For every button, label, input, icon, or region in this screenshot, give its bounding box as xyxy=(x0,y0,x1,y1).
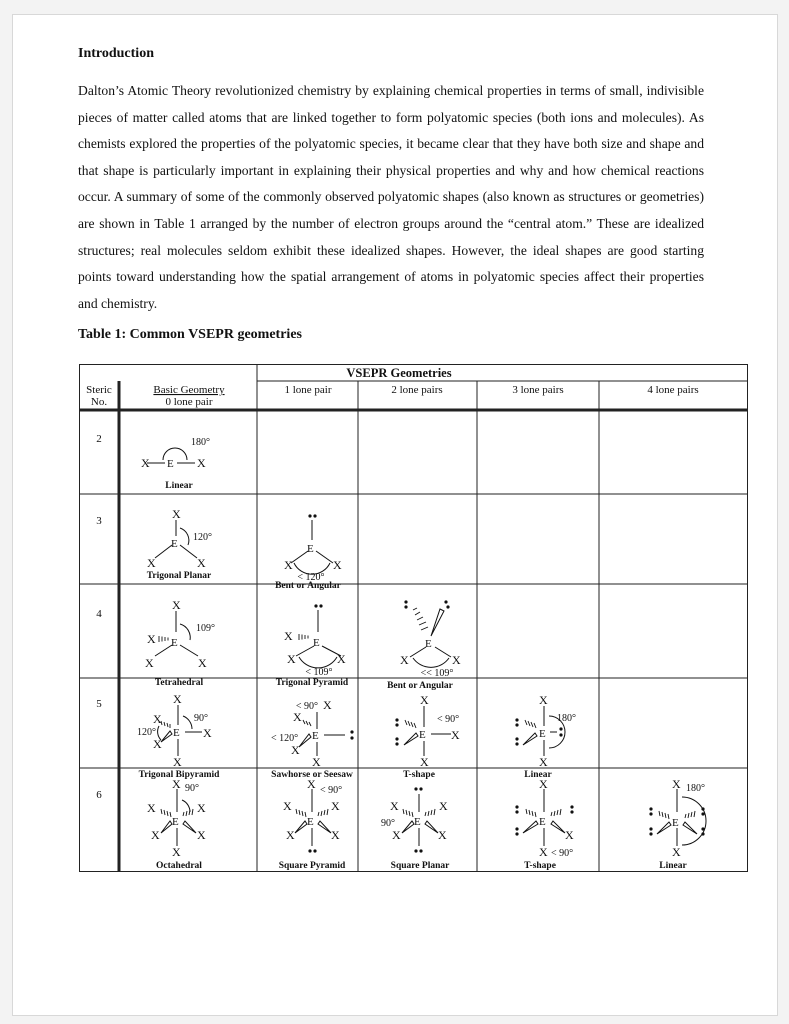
diagram-square-planar xyxy=(381,787,448,852)
geometry-octahedral: Octahedral xyxy=(156,861,202,871)
header-1lp: 1 lone pair xyxy=(284,384,332,396)
angle-label: 180° xyxy=(557,713,576,724)
atom-x: X xyxy=(291,743,300,757)
steric-3: 3 xyxy=(96,515,102,527)
atom-x: X xyxy=(323,698,332,712)
diagram-bent-3 xyxy=(284,514,342,583)
diagram-square-pyramid xyxy=(283,777,342,853)
atom-x: X xyxy=(672,845,681,859)
atom-e: E xyxy=(167,458,174,470)
atom-x: X xyxy=(173,755,182,769)
atom-x: X xyxy=(539,755,548,769)
atom-x: X xyxy=(172,598,181,612)
angle-label: < 90° xyxy=(551,848,574,859)
atom-x: X xyxy=(197,456,206,470)
atom-x: X xyxy=(333,558,342,572)
header-2lp: 2 lone pairs xyxy=(391,384,443,396)
atom-x: X xyxy=(539,777,548,791)
atom-x: X xyxy=(172,507,181,521)
header-basic-1: Basic Geometry xyxy=(153,384,225,396)
atom-x: X xyxy=(451,728,460,742)
atom-e: E xyxy=(539,816,546,828)
diagram-linear xyxy=(141,437,210,470)
header-steric-2: No. xyxy=(90,396,108,408)
atom-e: E xyxy=(312,730,319,742)
steric-5: 5 xyxy=(96,698,102,710)
atom-x: X xyxy=(420,693,429,707)
atom-x: X xyxy=(198,656,207,670)
header-4lp: 4 lone pairs xyxy=(647,384,699,396)
atom-x: X xyxy=(390,799,399,813)
angle-label: 109° xyxy=(196,623,215,634)
atom-x: X xyxy=(172,845,181,859)
diagram-t-shape-5 xyxy=(395,693,460,769)
atom-x: X xyxy=(539,693,548,707)
atom-x: X xyxy=(439,799,448,813)
diagram-octahedral xyxy=(147,777,206,859)
atom-e: E xyxy=(171,538,178,550)
atom-e: E xyxy=(173,727,180,739)
atom-x: X xyxy=(147,556,156,570)
atom-x: X xyxy=(283,799,292,813)
steric-2: 2 xyxy=(96,433,102,445)
atom-x: X xyxy=(293,710,302,724)
intro-paragraph: Dalton’s Atomic Theory revolutionized chemistry by explaining chemical properties in terms of small, indivisible pieces of matter called atoms that are linked together to form polyatomic species (both ions and molecules). As chemists explored the properties of the polyatomic species, it became clear that they have both size and shape and that shape is particularly important in explaining their physical properties and why and how chemical reactions occur. A summary of some of the commonly observed polyatomic shapes (also known as structures or geometries) are shown in Table 1 arranged by the number of electron groups around the “central atom.” These are idealized structures; real molecules seldom exhibit these idealized shapes. However, the ideal shapes are good starting points toward understanding how the spatial arrangement of atoms in polyatomic species affect their properties and chemistry. xyxy=(78,83,704,311)
geometry-linear: Linear xyxy=(165,481,193,491)
atom-x: X xyxy=(197,828,206,842)
angle-label: < 109° xyxy=(305,667,333,678)
geometry-bent-angular: Bent or Angular xyxy=(387,681,453,691)
geometry-trigonal-bipyramid: Trigonal Bipyramid xyxy=(138,770,220,780)
atom-x: X xyxy=(400,653,409,667)
angle-label: < 90° xyxy=(437,714,460,725)
header-vsepr: VSEPR Geometries xyxy=(346,366,452,380)
diagram-bent-4 xyxy=(400,600,461,679)
atom-x: X xyxy=(147,801,156,815)
atom-x: X xyxy=(287,652,296,666)
header-basic-2: 0 lone pair xyxy=(165,396,213,408)
atom-e: E xyxy=(171,637,178,649)
diagram-trigonal-bipyramid xyxy=(137,692,212,769)
diagram-t-shape-6 xyxy=(515,777,574,859)
angle-label: < 120° xyxy=(271,733,299,744)
section-heading: Introduction xyxy=(78,46,154,61)
diagram-seesaw xyxy=(271,698,354,769)
atom-x: X xyxy=(173,692,182,706)
geometry-trigonal-pyramid: Trigonal Pyramid xyxy=(275,678,349,688)
angle-label: << 109° xyxy=(420,668,454,679)
atom-x: X xyxy=(420,755,429,769)
atom-x: X xyxy=(672,777,681,791)
angle-label: 90° xyxy=(194,713,208,724)
diagram-trigonal-pyramid xyxy=(284,604,346,678)
angle-label: < 120° xyxy=(297,572,325,583)
atom-x: X xyxy=(438,828,447,842)
atom-x: X xyxy=(331,828,340,842)
diagram-linear-5 xyxy=(515,693,576,769)
atom-x: X xyxy=(153,712,162,726)
atom-e: E xyxy=(172,816,179,828)
geometry-seesaw: Sawhorse or Seesaw xyxy=(271,770,353,780)
atom-x: X xyxy=(284,558,293,572)
geometry-square-planar: Square Planar xyxy=(390,861,450,871)
header-3lp: 3 lone pairs xyxy=(512,384,564,396)
steric-6: 6 xyxy=(96,789,102,801)
header-steric-1: Steric xyxy=(86,384,112,396)
table-title: Table 1: Common VSEPR geometries xyxy=(78,327,302,342)
atom-x: X xyxy=(565,828,574,842)
steric-4: 4 xyxy=(96,608,102,620)
atom-x: X xyxy=(392,828,401,842)
geometry-tetrahedral: Tetrahedral xyxy=(154,678,204,688)
geometry-linear-6: Linear xyxy=(659,861,687,871)
angle-label: 180° xyxy=(686,783,705,794)
angle-label: 90° xyxy=(381,818,395,829)
angle-label: 120° xyxy=(137,727,156,738)
geometry-t-shape-6: T-shape xyxy=(524,861,556,871)
atom-x: X xyxy=(147,632,156,646)
geometry-t-shape: T-shape xyxy=(403,770,435,780)
vsepr-table xyxy=(79,364,748,872)
atom-x: X xyxy=(286,828,295,842)
diagram-trigonal-planar xyxy=(147,507,212,570)
angle-label: < 90° xyxy=(295,701,319,712)
atom-x: X xyxy=(145,656,154,670)
atom-x: X xyxy=(452,653,461,667)
diagram-linear-6 xyxy=(649,777,706,859)
atom-x: X xyxy=(151,828,160,842)
atom-e: E xyxy=(414,816,421,828)
diagram-tetrahedral xyxy=(145,598,215,670)
geometry-trigonal-planar: Trigonal Planar xyxy=(146,571,212,581)
atom-x: X xyxy=(153,737,162,751)
atom-x: X xyxy=(141,456,150,470)
atom-e: E xyxy=(307,816,314,828)
atom-e: E xyxy=(425,638,432,650)
angle-label: 120° xyxy=(193,532,212,543)
atom-x: X xyxy=(203,726,212,740)
angle-label: 90° xyxy=(185,783,199,794)
geometry-bent-angular: Bent or Angular xyxy=(275,581,341,591)
geometry-square-pyramid: Square Pyramid xyxy=(278,861,346,871)
geometry-linear-5: Linear xyxy=(524,770,552,780)
atom-x: X xyxy=(307,777,316,791)
atom-e: E xyxy=(313,637,320,649)
atom-e: E xyxy=(307,543,314,555)
atom-x: X xyxy=(197,801,206,815)
atom-x: X xyxy=(172,777,181,791)
atom-x: X xyxy=(312,755,321,769)
angle-label: < 90° xyxy=(320,785,343,796)
angle-label: 180° xyxy=(191,437,210,448)
atom-x: X xyxy=(331,799,340,813)
atom-x: X xyxy=(197,556,206,570)
atom-e: E xyxy=(672,817,679,829)
atom-x: X xyxy=(337,652,346,666)
atom-e: E xyxy=(419,729,426,741)
atom-e: E xyxy=(539,728,546,740)
atom-x: X xyxy=(284,629,293,643)
atom-x: X xyxy=(539,845,548,859)
